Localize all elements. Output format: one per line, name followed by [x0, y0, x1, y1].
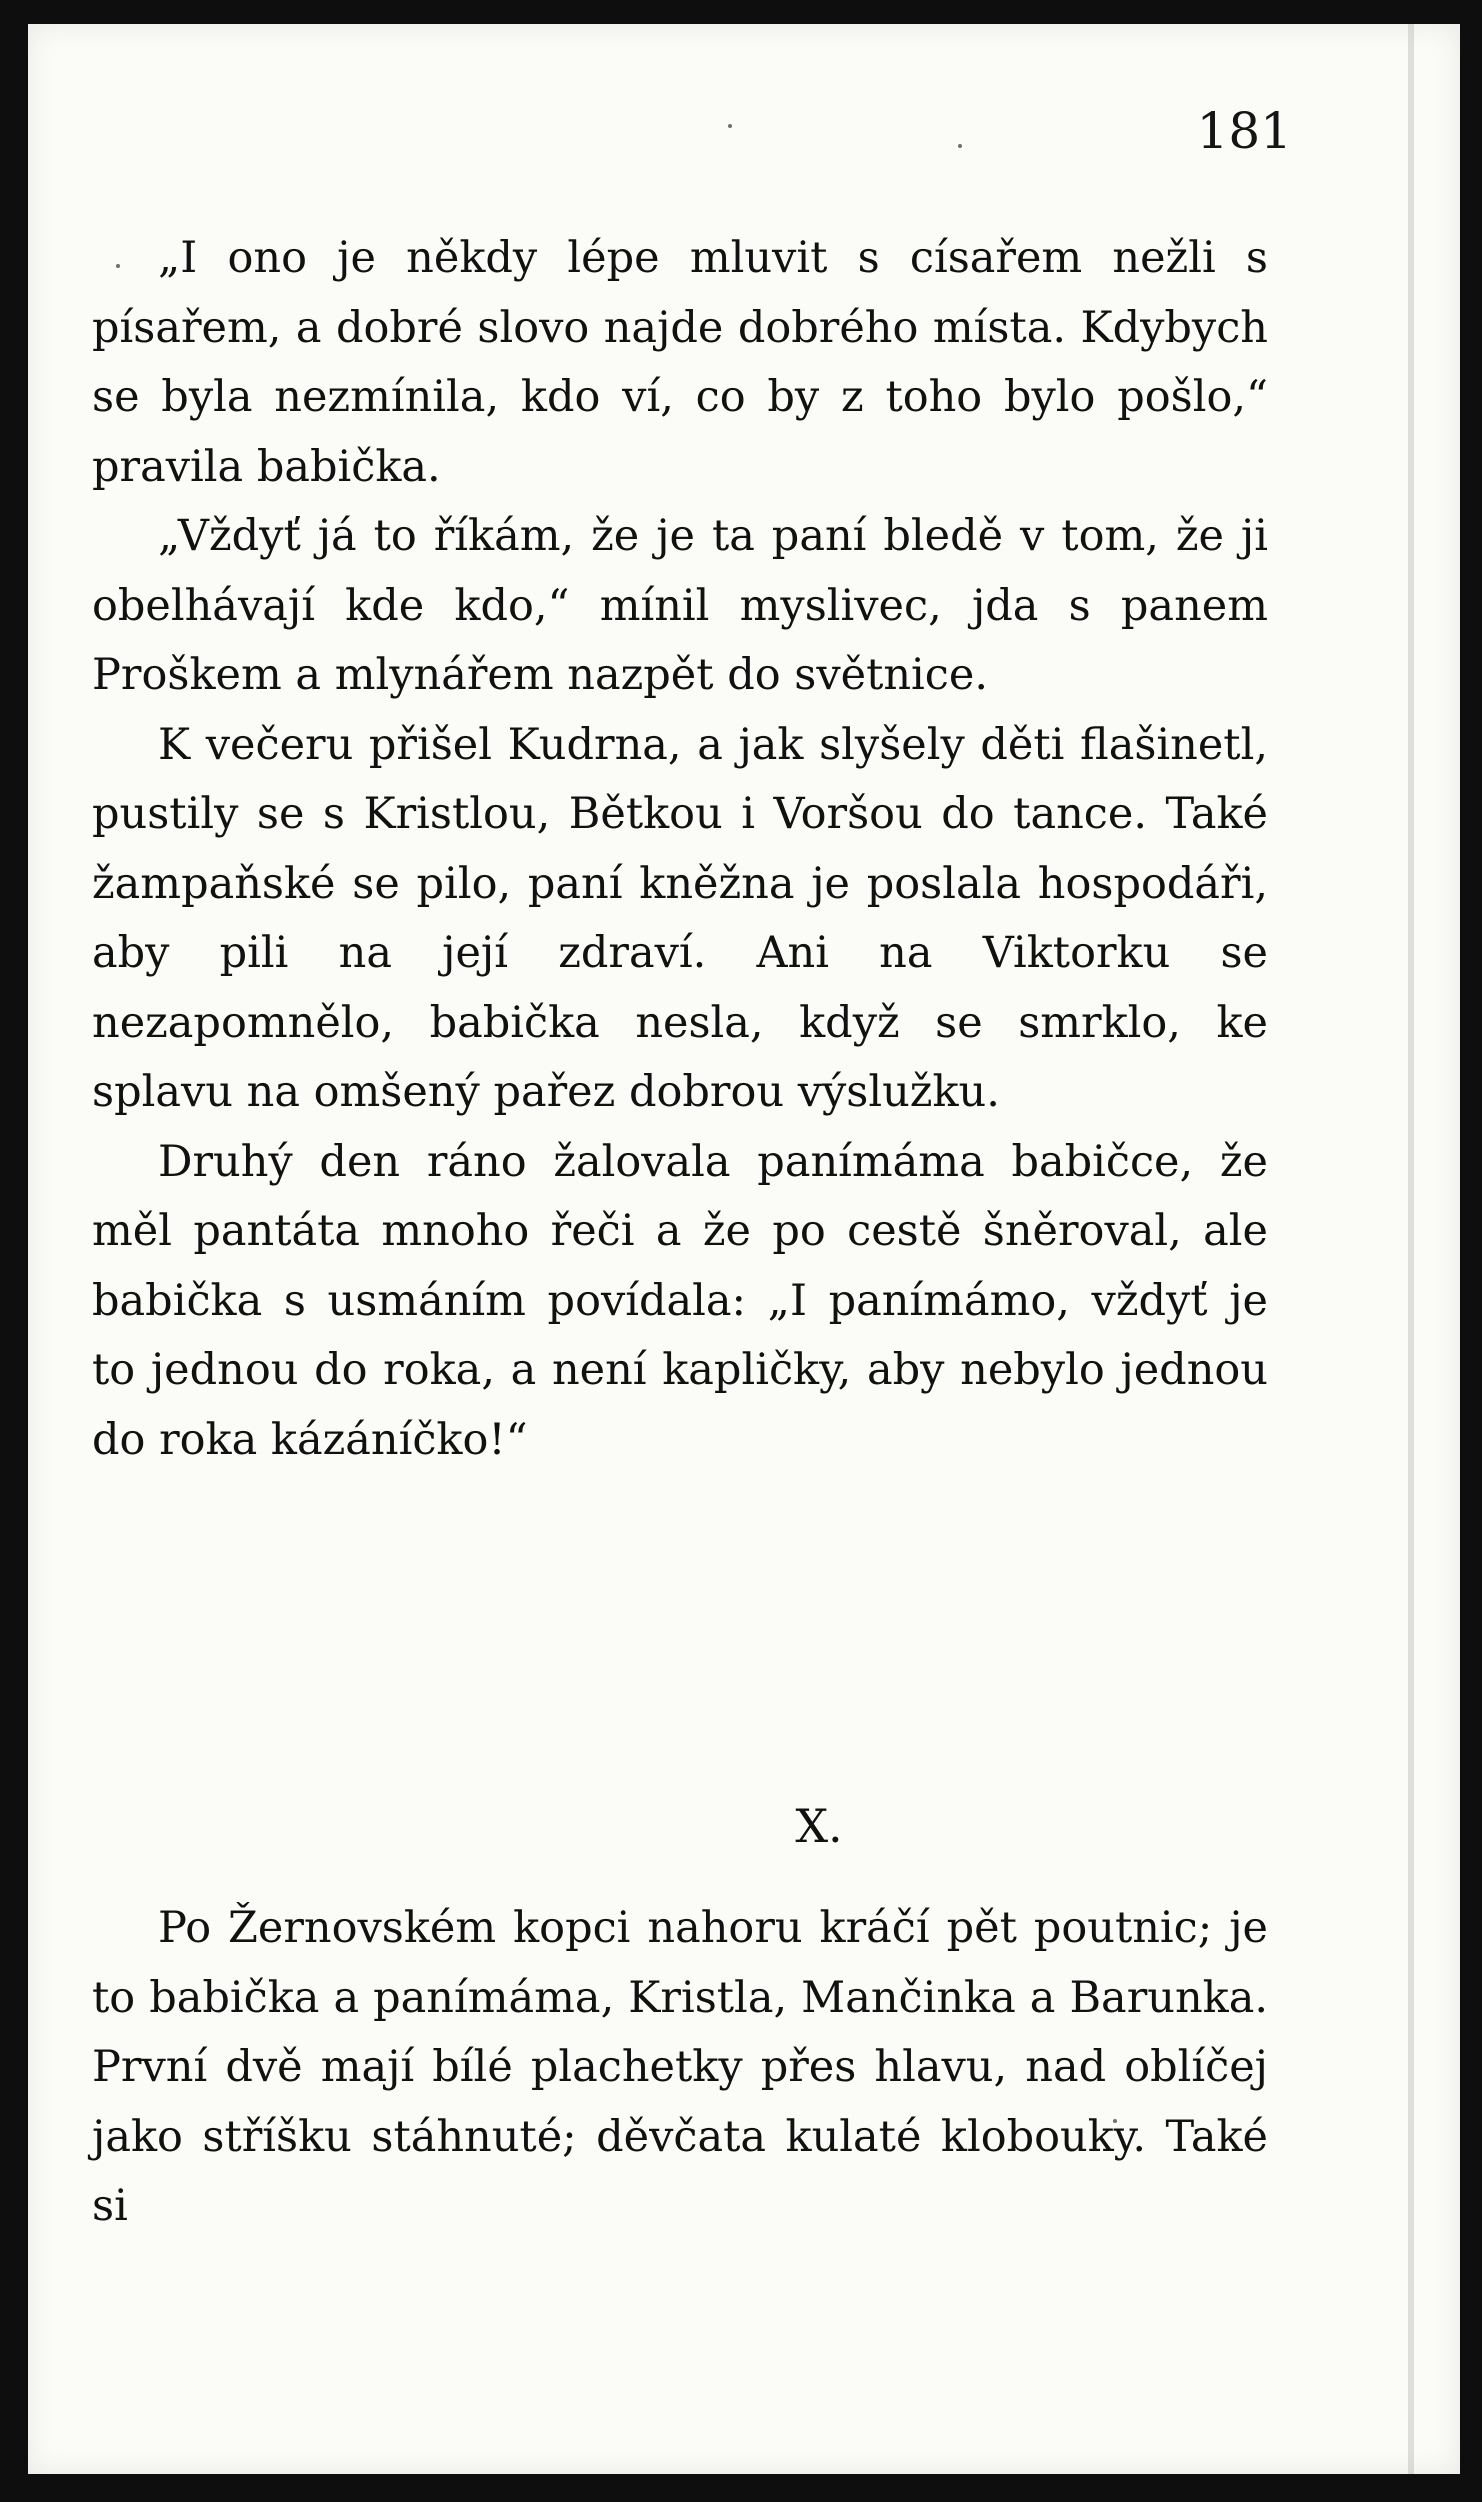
- paragraph: Po Žernovském kopci nahoru kráčí pět poutnic; je to babička a panímáma, Kristla, Mančinka a Barunka. První dvě mají bílé plachetky přes hlavu, nad oblíčej jako stříšku stáhnuté; děvčata kulaté klobouky. Také si: [92, 1903, 1268, 2231]
- chapter-text: [92, 1894, 1268, 2242]
- page-number: 181: [1196, 102, 1292, 160]
- chapter-heading: X.: [795, 1799, 843, 1853]
- paragraph: „I ono je někdy lépe mluvit s císařem nežli s písařem, a dobré slovo najde dobrého místa. Kdybych se byla nezmínila, kdo ví, co by z toho bylo pošlo,“ pravila babička.: [92, 233, 1268, 492]
- body-text: [92, 224, 1268, 1475]
- paragraph: Druhý den ráno žalovala panímáma babičce, že měl pantáta mnoho řeči a že po cestě šněroval, ale babička s usmáním povídala: „I panímámo, vždyť je to jednou do roka, a není kapličky, aby nebylo jednou do roka kázáníčko!“: [92, 1136, 1268, 1465]
- bleed-through-left: [1408, 24, 1414, 2474]
- paragraph: „Vždyť já to říkám, že je ta paní bledě v tom, že ji obelhávají kde kdo,“ mínil myslivec, jda s panem Proškem a mlynářem nazpět do světnice.: [92, 511, 1268, 700]
- book-page: [28, 24, 1460, 2474]
- paragraph: K večeru přišel Kudrna, a jak slyšely děti flašinetl, pustily se s Kristlou, Bětkou i Voršou do tance. Také žampaňské se pilo, paní kněžna je poslala hospodáři, aby pili na její zdraví. Ani na Viktorku se nezapomnělo, babička nesla, když se smrklo, ke splavu na omšený pařez dobrou výslužku.: [92, 719, 1268, 1117]
